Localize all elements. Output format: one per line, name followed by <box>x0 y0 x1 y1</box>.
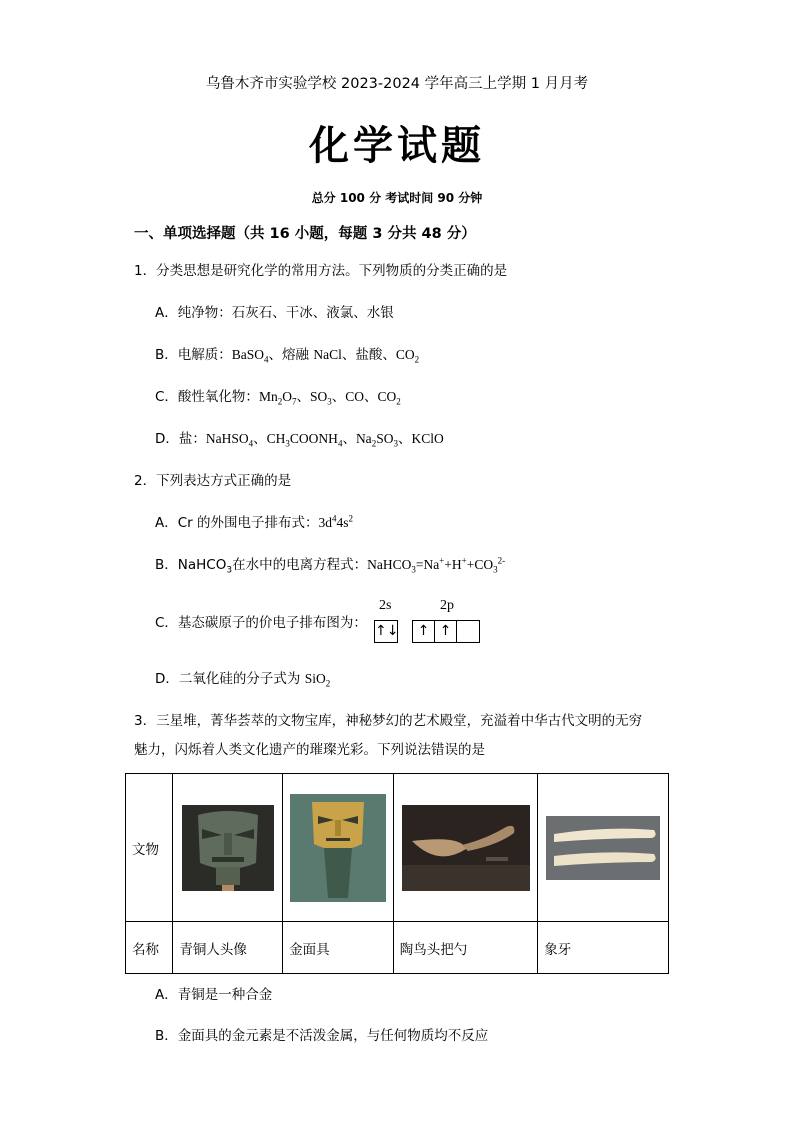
question-2-option-c: C．基态碳原子的价电子排布图为： <box>155 615 367 631</box>
relic-image-row <box>126 774 669 922</box>
section-heading: 一、单项选择题（共 16 小题，每题 3 分共 48 分） <box>134 226 476 242</box>
orbital-box-2s <box>374 620 398 643</box>
ivory-image <box>546 816 660 880</box>
question-2-option-d: D．二氧化硅的分子式为 SiO$_2$ <box>155 671 331 689</box>
relic-name: 青铜人头像 <box>173 922 283 974</box>
gold-mask-image <box>290 794 386 902</box>
relic-row-label: 文物 <box>126 774 173 922</box>
question-2-option-b: B．NaHCO$_3$在水中的电离方程式：$NaHCO_3=Na^++H^++CO_3^{2-}$ <box>155 555 506 576</box>
up-arrow-icon: ↑ <box>413 621 435 642</box>
question-1-option-a: A．纯净物：石灰石、干冰、液氯、水银 <box>155 305 394 321</box>
question-1-option-c: C．酸性氧化物：$Mn_2O_7$、$SO_3$、CO、$CO_2$ <box>155 389 401 407</box>
relic-name-row <box>126 922 669 974</box>
empty-orbital-cell <box>457 621 479 642</box>
exam-title: 化学试题 <box>309 122 485 169</box>
name-row-label: 名称 <box>126 922 173 974</box>
question-1-stem: 1．分类思想是研究化学的常用方法。下列物质的分类正确的是 <box>134 263 508 279</box>
question-2-stem: 2．下列表达方式正确的是 <box>134 473 292 489</box>
relic-name: 陶鸟头把勺 <box>393 922 537 974</box>
question-3-option-a: A．青铜是一种合金 <box>155 987 273 1003</box>
relic-cell-bird-ladle <box>393 774 537 922</box>
up-arrow-icon: ↑ <box>435 621 457 642</box>
orbital-2p-label: 2p <box>440 598 454 613</box>
question-1-option-b: B．电解质：BaSO$_4$、熔融 NaCl、盐酸、$CO_2$ <box>155 347 420 365</box>
question-3-option-b: B．金面具的金元素是不活泼金属，与任何物质均不反应 <box>155 1028 489 1044</box>
question-1-option-d: D．盐：NaHSO$_4$、$CH_3COONH_4$、$Na_2SO_3$、KClO <box>155 431 444 449</box>
relic-cell-bronze-head <box>173 774 283 922</box>
relic-cell-gold-mask <box>283 774 394 922</box>
bird-ladle-image <box>402 805 530 891</box>
exam-school-line: 乌鲁木齐市实验学校 2023-2024 学年高三上学期 1 月月考 <box>205 76 589 92</box>
bronze-head-image <box>182 805 274 891</box>
relic-cell-ivory <box>538 774 669 922</box>
question-3-stem-line2: 魅力，闪烁着人类文化遗产的璀璨光彩。下列说法错误的是 <box>134 742 485 758</box>
orbital-2s-label: 2s <box>379 598 392 613</box>
relic-name: 金面具 <box>283 922 394 974</box>
relic-table <box>125 773 669 974</box>
relic-name: 象牙 <box>538 922 669 974</box>
question-2-option-a: A．Cr 的外围电子排布式：$3d^44s^2$ <box>155 513 354 531</box>
up-down-arrow-icon: ↑↓ <box>375 623 399 639</box>
exam-score-time: 总分 100 分 考试时间 90 分钟 <box>311 191 483 205</box>
orbital-box-2p <box>412 620 480 643</box>
question-3-stem-line1: 3．三星堆，菁华荟萃的文物宝库，神秘梦幻的艺术殿堂，充溢着中华古代文明的无穷 <box>134 713 643 729</box>
